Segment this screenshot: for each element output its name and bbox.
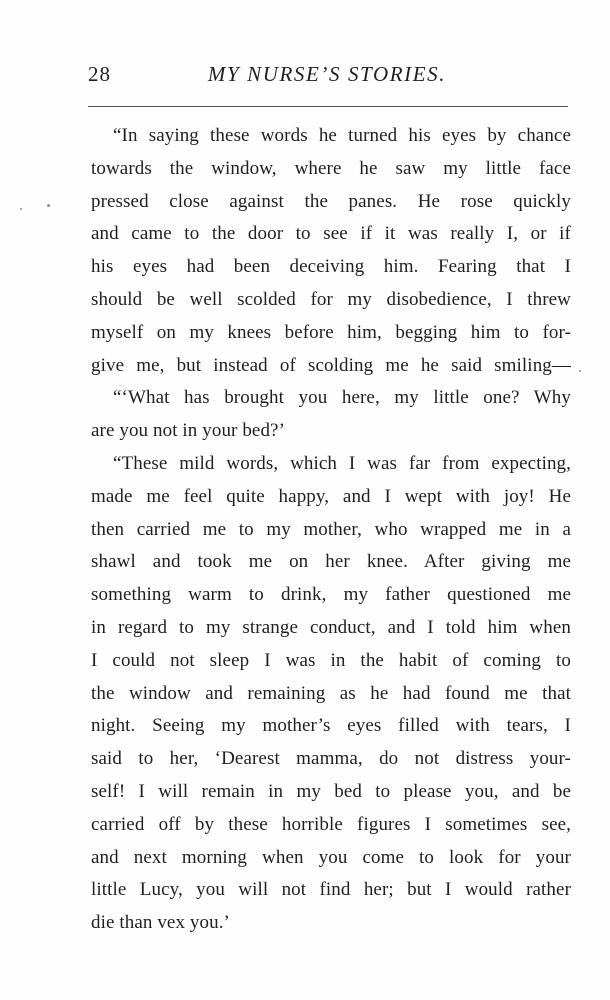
text-line: “In saying these words he turned his eyes by chance: [113, 125, 571, 146]
header-rule: [88, 106, 568, 107]
page-header: [88, 62, 568, 102]
text-line: something warm to drink, my father questioned me: [91, 584, 571, 606]
print-speck: [20, 208, 22, 210]
text-line: night. Seeing my mother’s eyes filled with tears, I: [91, 715, 571, 737]
text-line: made me feel quite happy, and I wept with joy! He: [91, 485, 571, 507]
text-line: in regard to my strange conduct, and I told him when: [91, 616, 571, 638]
text-line: the window and remaining as he had found me that: [91, 682, 571, 704]
text-line: die than vex you.’: [91, 912, 230, 934]
text-line: “‘What has brought you here, my little one? Why: [113, 387, 571, 409]
text-line: myself on my knees before him, begging him to for-: [91, 321, 571, 343]
print-speck: [47, 204, 50, 207]
text-line: carried off by these horrible figures I sometimes see,: [91, 813, 571, 835]
text-line: said to her, ‘Dearest mamma, do not distress your-: [91, 748, 571, 770]
running-title: MY NURSE’S STORIES.: [207, 62, 447, 86]
text-line: then carried me to my mother, who wrapped me in a: [91, 518, 571, 540]
page-number: 28: [88, 62, 111, 86]
text-line: “These mild words, which I was far from expecting,: [113, 452, 571, 474]
body-text: [91, 120, 571, 940]
text-line: and came to the door to see if it was really I, or if: [91, 223, 571, 245]
text-line: pressed close against the panes. He rose quickly: [91, 190, 571, 212]
text-line: should be well scolded for my disobedience, I threw: [91, 288, 571, 310]
text-line: little Lucy, you will not find her; but I would rather: [91, 879, 571, 901]
text-line: and next morning when you come to look for your: [91, 846, 571, 868]
print-speck: [579, 370, 581, 372]
text-line: are you not in your bed?’: [91, 420, 286, 442]
text-line: self! I will remain in my bed to please you, and be: [91, 780, 571, 802]
text-line: give me, but instead of scolding me he said smiling—: [91, 354, 571, 376]
text-line: towards the window, where he saw my little face: [91, 157, 571, 179]
text-line: his eyes had been deceiving him. Fearing that I: [91, 256, 571, 278]
text-line: shawl and took me on her knee. After giving me: [91, 551, 571, 573]
text-line: I could not sleep I was in the habit of coming to: [91, 649, 571, 671]
